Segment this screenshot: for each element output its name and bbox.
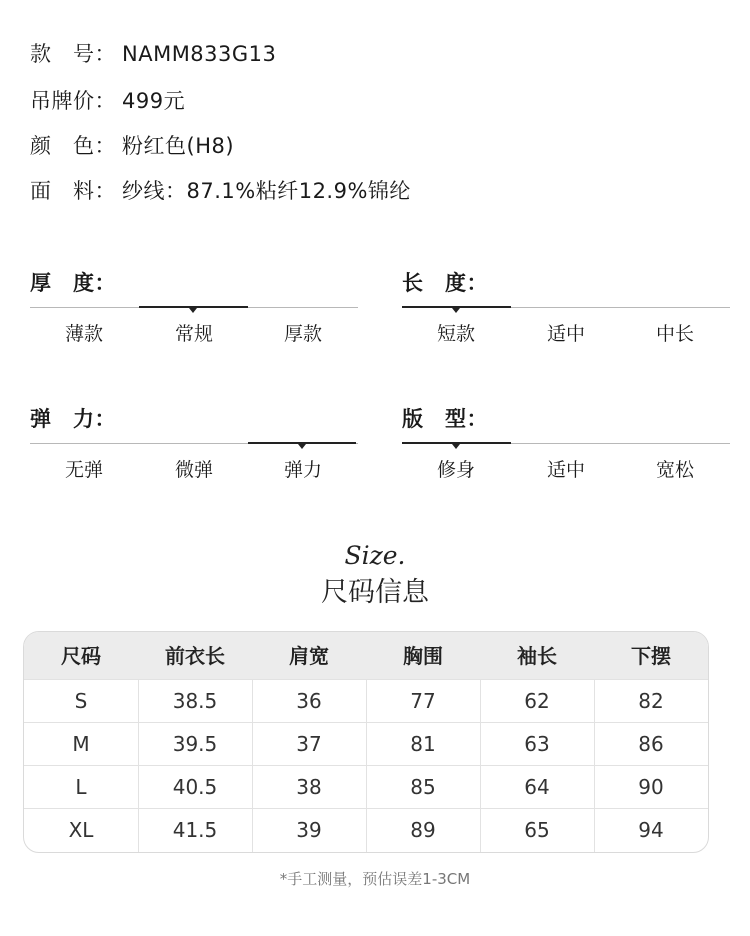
- cell-front-length: 38.5: [172, 689, 218, 713]
- cell-shoulder: 37: [296, 732, 322, 756]
- color-label: 颜 色: [30, 134, 95, 158]
- cell-sleeve: 63: [524, 732, 550, 756]
- cell-hem: 90: [638, 775, 664, 799]
- length-option-medium: 适中: [546, 323, 585, 345]
- elasticity-option-stretch: 弹力: [283, 459, 322, 481]
- size-table: [23, 631, 709, 853]
- fabric-label: 面 料: [30, 179, 95, 203]
- fit-option-loose: 宽松: [655, 459, 694, 481]
- header-shoulder: 肩宽: [289, 644, 329, 668]
- colon: ：: [94, 179, 116, 203]
- fit-title: 版 型：: [402, 407, 488, 431]
- cell-bust: 81: [410, 732, 436, 756]
- cell-front-length: 39.5: [172, 732, 218, 756]
- header-bust: 胸围: [403, 644, 443, 668]
- cell-size: M: [72, 732, 90, 756]
- fabric-value: 纱线：87.1%粘纤12.9%锦纶: [122, 179, 411, 203]
- cell-sleeve: 65: [524, 818, 550, 842]
- column-divider: [138, 679, 139, 852]
- thickness-option-regular: 常规: [174, 323, 213, 345]
- cell-shoulder: 38: [296, 775, 322, 799]
- fit-option-regular: 适中: [546, 459, 585, 481]
- cell-front-length: 40.5: [172, 775, 218, 799]
- thickness-option-thin: 薄款: [64, 323, 103, 345]
- cell-shoulder: 36: [296, 689, 322, 713]
- thickness-option-thick: 厚款: [283, 323, 322, 345]
- cell-hem: 86: [638, 732, 664, 756]
- cell-bust: 85: [410, 775, 436, 799]
- cell-size: L: [75, 775, 87, 799]
- color-row: [30, 130, 234, 160]
- tag-price-row: [30, 85, 185, 115]
- size-script-heading: Size.: [344, 541, 406, 570]
- column-divider: [480, 679, 481, 852]
- header-front-length: 前衣长: [165, 644, 225, 668]
- header-hem: 下摆: [631, 644, 671, 668]
- elasticity-option-slight: 微弹: [174, 459, 213, 481]
- cell-size: S: [74, 689, 88, 713]
- cell-sleeve: 62: [524, 689, 550, 713]
- elasticity-option-none: 无弹: [64, 459, 103, 481]
- measurement-note: *手工测量，预估误差1-3CM: [279, 870, 471, 888]
- colon: ：: [94, 89, 116, 113]
- thickness-marker-icon: [189, 308, 197, 313]
- cell-sleeve: 64: [524, 775, 550, 799]
- fit-marker-icon: [452, 444, 460, 449]
- header-sleeve: 袖长: [517, 644, 557, 668]
- cell-hem: 94: [638, 818, 664, 842]
- column-divider: [366, 679, 367, 852]
- tag-price-value: 499元: [122, 89, 186, 113]
- style-number-value: NAMM833G13: [122, 42, 277, 66]
- elasticity-title: 弹 力：: [30, 407, 116, 431]
- fabric-row: [30, 175, 411, 205]
- length-marker-icon: [452, 308, 460, 313]
- cell-bust: 89: [410, 818, 436, 842]
- style-number-row: [30, 38, 276, 68]
- color-value: 粉红色(H8): [122, 134, 235, 158]
- colon: ：: [94, 134, 116, 158]
- size-table-header: [24, 632, 708, 679]
- style-number-label: 款 号: [30, 42, 95, 66]
- column-divider: [252, 679, 253, 852]
- tag-price-label: 吊牌价: [30, 89, 95, 113]
- cell-hem: 82: [638, 689, 664, 713]
- thickness-title: 厚 度：: [30, 271, 116, 295]
- length-title: 长 度：: [402, 271, 488, 295]
- cell-size: XL: [68, 818, 94, 842]
- size-section-title: 尺码信息: [321, 577, 429, 608]
- length-option-mid-long: 中长: [655, 323, 694, 345]
- colon: ：: [94, 42, 116, 66]
- header-size: 尺码: [61, 644, 101, 668]
- column-divider: [594, 679, 595, 852]
- length-option-short: 短款: [436, 323, 475, 345]
- fit-option-slim: 修身: [436, 459, 475, 481]
- cell-shoulder: 39: [296, 818, 322, 842]
- elasticity-marker-icon: [298, 444, 306, 449]
- cell-front-length: 41.5: [172, 818, 218, 842]
- cell-bust: 77: [410, 689, 436, 713]
